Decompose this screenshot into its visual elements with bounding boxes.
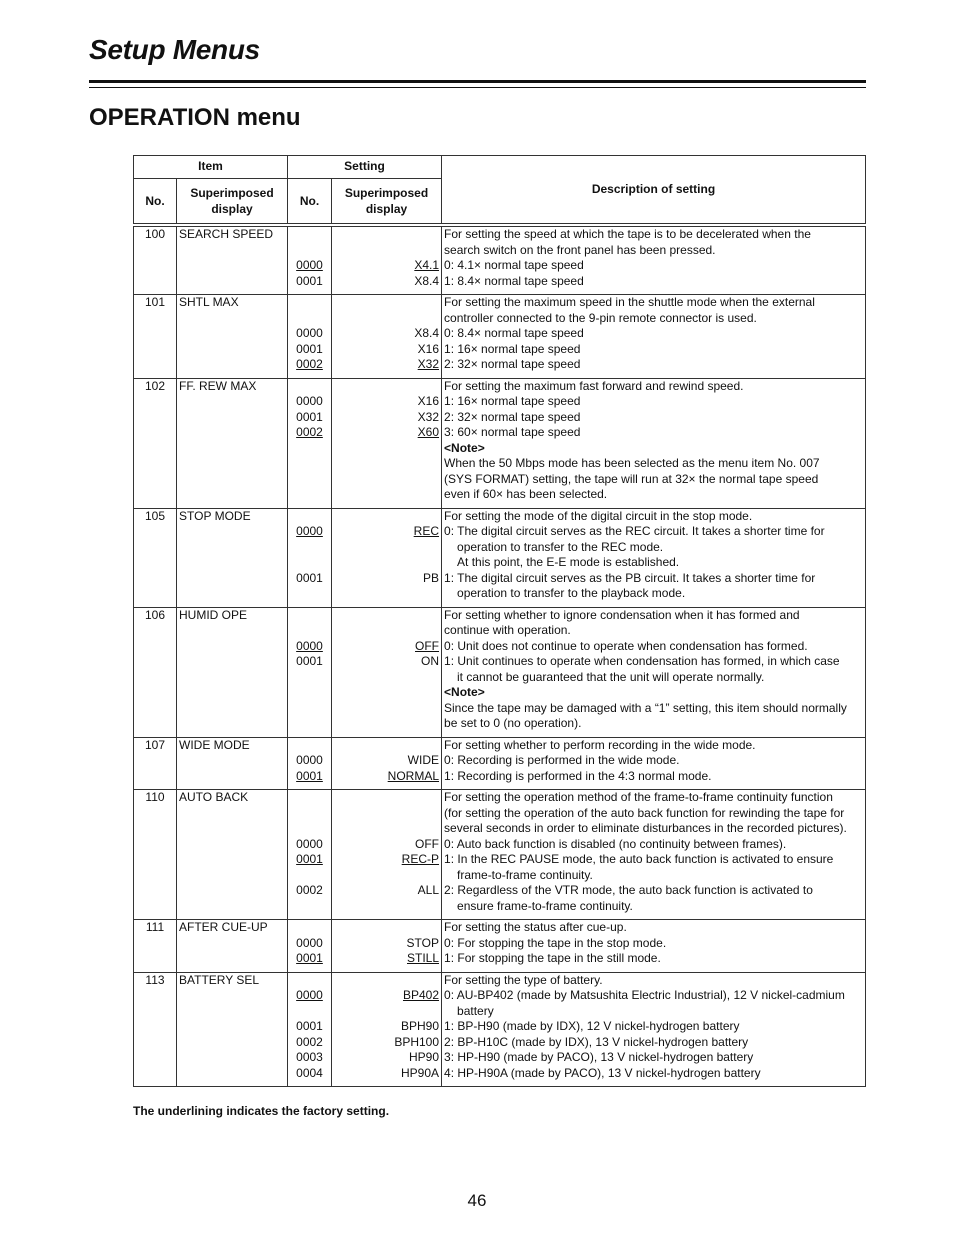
description-line: For setting the operation method of the frame-to-frame continuity function [444,790,833,804]
page-number: 46 [467,1191,487,1210]
note-line: even if 60× has been selected. [444,487,608,501]
setting-no: 0000 [296,394,323,408]
description-line: 1: The digital circuit serves as the PB circuit. It takes a shorter time for [444,570,816,585]
setting-no: 0004 [296,1065,323,1080]
setting-no: 0000 [296,753,323,767]
description-line: continue with operation. [444,623,571,637]
setting-display: X16 [417,341,440,356]
item-no: 100 [134,225,177,295]
setting-display: REC-P [401,852,440,866]
description-line: 0: The digital circuit serves as the REC circuit. It takes a shorter time for [444,524,825,538]
table-row [134,378,866,508]
setting-displays [332,508,442,607]
item-display: HUMID OPE [177,607,288,737]
description-line: For setting whether to perform recording in the wide mode. [444,737,756,752]
description [442,225,866,295]
description-line: 1: 16× normal tape speed [444,341,581,356]
description-line: 1: Recording is performed in the 4:3 normal mode. [444,768,712,783]
description-line: ensure frame-to-frame continuity. [457,898,633,913]
table-row [134,790,866,920]
item-display: SHTL MAX [177,295,288,379]
setting-no: 0001 [296,570,323,585]
description-line: 0: AU-BP402 (made by Matsushita Electric Industrial), 12 V nickel-cadmium [444,988,845,1002]
setting-no: 0000 [296,935,323,950]
setting-display: PB [423,570,440,585]
page-heading: OPERATION menu [89,104,301,131]
setting-display: OFF [415,638,440,653]
description-line: 0: Recording is performed in the wide mode. [444,753,680,767]
setting-no: 0001 [296,768,323,783]
description-line: For setting whether to ignore condensation when it has formed and [444,607,800,622]
note-label: <Note> [444,440,485,455]
description-line: 1: 16× normal tape speed [444,394,581,408]
setting-displays [332,972,442,1087]
setting-no: 0002 [296,357,323,371]
item-display: AFTER CUE-UP [177,920,288,973]
description-line: 0: 4.1× normal tape speed [444,258,584,272]
item-display: BATTERY SEL [177,972,288,1087]
note-line: When the 50 Mbps mode has been selected as the menu item No. 007 [444,456,820,470]
description-line: several seconds in order to eliminate disturbances in the recorded pictures). [444,821,847,835]
item-display-header: Superimposed display [177,179,288,226]
setting-nos [288,508,332,607]
setting-nos [288,737,332,790]
header-rule-thin [89,87,866,88]
description [442,920,866,973]
description-header: Description of setting [442,156,866,226]
setting-displays [332,607,442,737]
header-rule [89,80,866,83]
item-no: 110 [134,790,177,920]
setting-display: BPH90 [400,1019,440,1033]
item-display: WIDE MODE [177,737,288,790]
setting-display: X8.4 [414,273,440,288]
item-no-header: No. [134,179,177,226]
footnote: The underlining indicates the factory setting. [133,1104,390,1118]
note-line: be set to 0 (no operation). [444,716,582,730]
setting-display: X32 [417,409,440,424]
description-line: 4: HP-H90A (made by PACO), 13 V nickel-hydrogen battery [444,1065,761,1080]
item-no: 111 [134,920,177,973]
setting-no: 0001 [296,341,323,356]
setting-display: REC [413,524,440,538]
description-line: 2: 32× normal tape speed [444,409,581,424]
table-row [134,972,866,1087]
table-row [134,508,866,607]
setting-no: 0003 [296,1050,323,1064]
description [442,295,866,379]
setting-displays [332,737,442,790]
setting-display: HP90 [408,1050,440,1064]
setting-display: BP402 [402,988,440,1002]
description [442,508,866,607]
setting-display: ALL [417,883,440,897]
description-line: 1: In the REC PAUSE mode, the auto back function is activated to ensure [444,852,834,866]
setting-header: Setting [288,156,442,179]
description-line: 1: For stopping the tape in the still mode. [444,951,661,965]
item-display: SEARCH SPEED [177,225,288,295]
setting-no: 0001 [296,273,323,288]
note-label: <Note> [444,685,485,699]
description-line: For setting the mode of the digital circuit in the stop mode. [444,508,753,523]
note-line: Since the tape may be damaged with a “1” setting, this item should normally [444,700,847,715]
operation-menu-table [133,155,866,1087]
item-display: AUTO BACK [177,790,288,920]
item-header: Item [134,156,288,179]
description-line: 1: Unit continues to operate when condensation has formed, in which case [444,654,840,668]
description-line: 3: 60× normal tape speed [444,425,581,439]
description [442,790,866,920]
description-line: For setting the speed at which the tape is to be decelerated when the [444,227,811,241]
setting-nos [288,790,332,920]
description [442,378,866,508]
description-line: 0: For stopping the tape in the stop mode. [444,935,667,950]
setting-display: WIDE [407,753,440,767]
description-line: operation to transfer to the REC mode. [457,539,664,554]
setting-no: 0000 [296,988,323,1002]
setting-display: X60 [417,425,440,439]
description-line: (for setting the operation of the auto back function for rewinding the tape for [444,805,845,820]
setting-no: 0001 [296,951,323,965]
item-no: 102 [134,378,177,508]
setting-no: 0000 [296,836,323,851]
setting-nos [288,920,332,973]
description-line: 2: BP-H10C (made by IDX), 13 V nickel-hydrogen battery [444,1034,749,1049]
setting-display: ON [421,654,440,668]
description-line: operation to transfer to the playback mode. [457,586,686,600]
setting-display-header: Superimposed display [332,179,442,226]
description [442,972,866,1087]
item-display: STOP MODE [177,508,288,607]
setting-no: 0000 [296,638,323,653]
note-line: (SYS FORMAT) setting, the tape will run at 32× the normal tape speed [444,471,819,486]
item-display: FF. REW MAX [177,378,288,508]
description-line: frame-to-frame continuity. [457,867,593,882]
setting-no: 0002 [296,883,323,897]
item-no: 106 [134,607,177,737]
setting-display: X32 [417,357,440,371]
description-line: 0: 8.4× normal tape speed [444,326,584,340]
description-line: At this point, the E-E mode is established. [457,555,680,569]
description-line: 1: BP-H90 (made by IDX), 12 V nickel-hydrogen battery [444,1019,740,1033]
table-row [134,920,866,973]
setting-no: 0000 [296,258,323,272]
setting-display: HP90A [400,1065,440,1080]
description-line: search switch on the front panel has been pressed. [444,242,716,257]
table-row [134,607,866,737]
setting-no: 0001 [296,1019,323,1033]
setting-display: STILL [407,951,440,965]
table-row [134,225,866,295]
description-line: 2: Regardless of the VTR mode, the auto back function is activated to [444,883,813,897]
setting-no: 0001 [296,409,323,424]
setting-displays [332,920,442,973]
setting-display: NORMAL [387,768,440,783]
setting-display: X8.4 [414,326,440,340]
setting-display: X4.1 [414,258,440,272]
description [442,607,866,737]
setting-no: 0000 [296,326,323,340]
table-row [134,295,866,379]
description-line: For setting the maximum fast forward and rewind speed. [444,378,744,393]
setting-display: BPH100 [394,1034,440,1049]
setting-no: 0002 [296,1034,323,1049]
description-line: it cannot be guaranteed that the unit will operate normally. [457,669,765,684]
setting-displays [332,295,442,379]
section-title: Setup Menus [89,34,260,65]
setting-display: STOP [406,935,440,950]
item-no: 101 [134,295,177,379]
setting-no: 0002 [296,425,323,439]
item-no: 113 [134,972,177,1087]
setting-nos [288,378,332,508]
table-row [134,737,866,790]
item-no: 107 [134,737,177,790]
setting-displays [332,378,442,508]
description-line: 3: HP-H90 (made by PACO), 13 V nickel-hydrogen battery [444,1050,754,1064]
description-line: 0: Auto back function is disabled (no continuity between frames). [444,836,787,851]
description-line: For setting the type of battery. [444,972,603,987]
description-line: battery [457,1003,494,1018]
setting-no: 0001 [296,654,323,668]
description-line: 0: Unit does not continue to operate when condensation has formed. [444,638,808,653]
setting-display: OFF [415,836,440,851]
description-line: controller connected to the 9-pin remote connector is used. [444,310,757,325]
description [442,737,866,790]
setting-nos [288,607,332,737]
setting-no-header: No. [288,179,332,226]
setting-nos [288,295,332,379]
setting-nos [288,972,332,1087]
setting-nos [288,225,332,295]
setting-no: 0000 [296,524,323,538]
setting-no: 0001 [296,852,323,866]
description-line: For setting the maximum speed in the shuttle mode when the external [444,295,815,309]
setting-display: X16 [417,394,440,408]
description-line: For setting the status after cue-up. [444,920,627,934]
item-no: 105 [134,508,177,607]
setting-displays [332,225,442,295]
description-line: 1: 8.4× normal tape speed [444,273,584,288]
setting-displays [332,790,442,920]
description-line: 2: 32× normal tape speed [444,357,581,371]
